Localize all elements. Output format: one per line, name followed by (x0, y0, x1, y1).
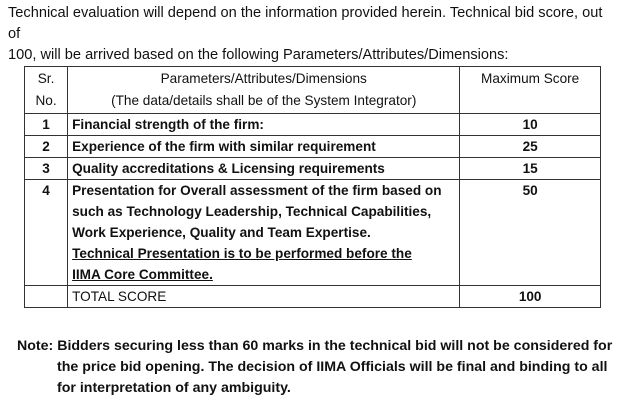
note-paragraph (17, 336, 613, 399)
parameter-line: Presentation for Overall assessment of the firm based on (72, 183, 442, 198)
parameter-cell (68, 180, 460, 286)
parameter-line-underlined: Technical Presentation is to be performed before the (72, 246, 412, 261)
parameter-line-underlined: IIMA Core Committee. (72, 267, 213, 282)
header-maximum-score: Maximum Score (460, 67, 601, 114)
note-line: for interpretation of any ambiguity. (57, 380, 291, 396)
score-cell: 25 (460, 136, 601, 158)
parameter-cell: Quality accreditations & Licensing requirements (68, 158, 460, 180)
table-row (25, 158, 601, 180)
parameter-line: Work Experience, Quality and Team Expertise. (72, 225, 371, 240)
score-cell: 50 (460, 180, 601, 286)
sr-cell: 2 (25, 136, 68, 158)
parameter-cell: Experience of the firm with similar requirement (68, 136, 460, 158)
table-row (25, 136, 601, 158)
note-line: Note: Bidders securing less than 60 marks in the technical bid will not be considered for (17, 338, 613, 354)
total-row (25, 286, 601, 308)
sr-cell: 1 (25, 114, 68, 136)
sr-cell: 4 (25, 180, 68, 286)
sr-cell-empty (25, 286, 68, 308)
evaluation-table (24, 66, 601, 308)
header-sr-no: Sr. No. (25, 67, 68, 114)
table-row (25, 114, 601, 136)
note-line: the price bid opening. The decision of IIMA Officials will be final and binding to all (57, 359, 608, 375)
intro-line: 100, will be arrived based on the following Parameters/Attributes/Dimensions: (8, 47, 509, 63)
intro-line: Technical evaluation will depend on the information provided herein. Technical bid score, out of (8, 5, 603, 42)
table-row (25, 180, 601, 286)
table-header-row (25, 67, 601, 114)
score-cell: 10 (460, 114, 601, 136)
score-cell: 15 (460, 158, 601, 180)
intro-paragraph (8, 3, 612, 66)
parameter-cell: Financial strength of the firm: (68, 114, 460, 136)
total-value: 100 (460, 286, 601, 308)
total-label: TOTAL SCORE (68, 286, 460, 308)
parameter-line: such as Technology Leadership, Technical Capabilities, (72, 204, 432, 219)
header-parameters: Parameters/Attributes/Dimensions (The data/details shall be of the System Integrator) (68, 67, 460, 114)
sr-cell: 3 (25, 158, 68, 180)
